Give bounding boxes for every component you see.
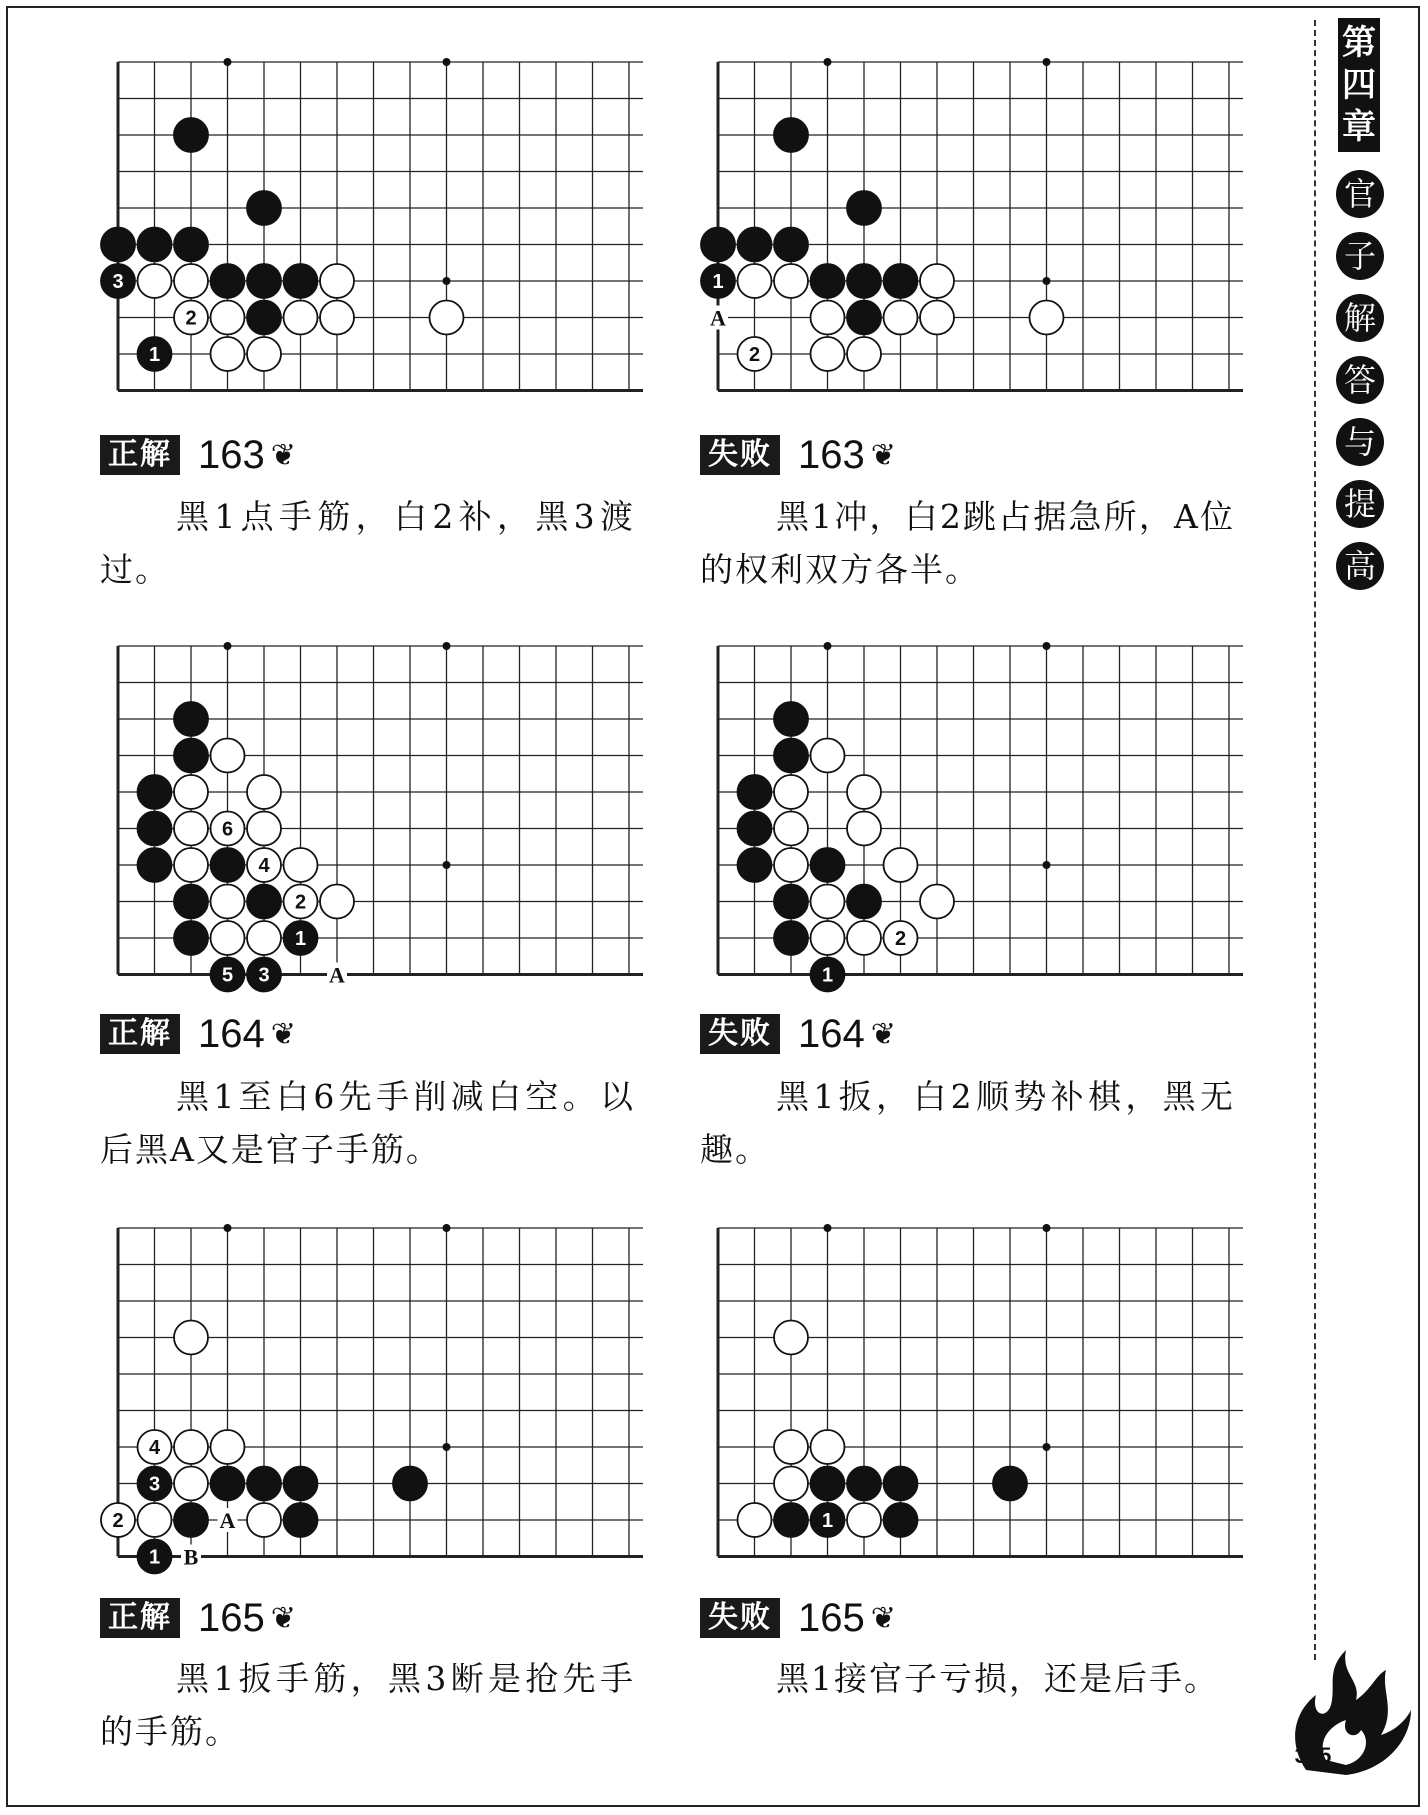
black-stone — [284, 264, 318, 298]
white-stone — [774, 848, 808, 882]
black-stone — [884, 264, 918, 298]
star-point — [824, 642, 832, 650]
star-point — [443, 1443, 451, 1451]
black-stone — [811, 1467, 845, 1501]
white-stone — [174, 812, 208, 846]
black-stone — [174, 702, 208, 736]
problem-caption — [700, 433, 896, 477]
white-stone — [247, 1503, 281, 1537]
black-stone — [738, 775, 772, 809]
black-stone — [884, 1503, 918, 1537]
white-stone — [920, 885, 954, 919]
black-stone — [738, 228, 772, 262]
white-stone — [920, 301, 954, 335]
explanation-text: 黑1至白6先手削减白空。以后黑A又是官子手筋。 — [100, 1077, 635, 1169]
white-stone — [211, 301, 245, 335]
stone-move-number: 4 — [148, 1437, 161, 1459]
white-stone — [920, 264, 954, 298]
star-point — [824, 58, 832, 66]
white-stone — [247, 775, 281, 809]
black-stone — [811, 958, 845, 992]
stone-move-number: 2 — [112, 1510, 124, 1532]
black-stone — [174, 118, 208, 152]
go-board — [700, 56, 1240, 447]
result-badge: 正解 — [100, 1014, 180, 1054]
problem-caption — [100, 433, 296, 477]
explanation-text: 黑1接官子亏损，还是后手。 — [776, 1659, 1219, 1698]
chapter-label — [1338, 18, 1380, 152]
star-point — [824, 1224, 832, 1232]
white-stone — [430, 301, 464, 335]
stone-move-number: 1 — [148, 1546, 161, 1569]
result-badge: 正解 — [100, 435, 180, 475]
white-stone — [320, 301, 354, 335]
black-stone — [811, 264, 845, 298]
stone-move-number: 2 — [894, 928, 907, 950]
problem-number: 163 — [798, 433, 865, 477]
stone-move-number: 2 — [185, 307, 197, 330]
white-stone — [1030, 301, 1064, 335]
black-stone — [393, 1467, 427, 1501]
black-stone — [138, 1540, 172, 1574]
black-stone — [774, 739, 808, 773]
white-stone — [138, 1430, 172, 1464]
stone-move-number: 1 — [294, 928, 307, 950]
white-stone — [174, 301, 208, 335]
white-stone — [284, 301, 318, 335]
result-badge: 失败 — [700, 435, 780, 475]
star-point — [1043, 861, 1051, 869]
result-badge: 失败 — [700, 1014, 780, 1054]
chapter-char: 第 — [1342, 23, 1376, 63]
white-stone — [811, 301, 845, 335]
black-stone — [138, 337, 172, 371]
stone-move-number: 4 — [258, 855, 270, 877]
stone-move-number: 1 — [712, 271, 724, 293]
black-stone — [993, 1467, 1027, 1501]
black-stone — [247, 191, 281, 225]
black-stone — [774, 702, 808, 736]
white-stone — [884, 848, 918, 882]
flourish-icon: ❦ — [870, 1016, 896, 1052]
black-stone — [174, 228, 208, 262]
white-stone — [247, 337, 281, 371]
title-char: 提 — [1336, 480, 1384, 528]
white-stone — [774, 812, 808, 846]
star-point — [443, 642, 451, 650]
explanation-text: 黑1冲，白2跳占据急所，A位的权利双方各半。 — [700, 497, 1235, 589]
board-letter-marker: B — [183, 1544, 199, 1570]
white-stone — [774, 775, 808, 809]
explanation-text: 黑1点手筋，白2补，黑3渡过。 — [100, 497, 635, 589]
sidebar-dashed-line — [1314, 20, 1316, 1660]
star-point — [1043, 1224, 1051, 1232]
white-stone — [811, 921, 845, 955]
white-stone — [811, 739, 845, 773]
white-stone — [174, 264, 208, 298]
white-stone — [847, 775, 881, 809]
black-stone — [811, 848, 845, 882]
star-point — [443, 1224, 451, 1232]
black-stone — [884, 1467, 918, 1501]
black-stone — [774, 921, 808, 955]
star-point — [1043, 1443, 1051, 1451]
black-stone — [101, 264, 135, 298]
stone-move-number: 2 — [294, 891, 307, 914]
white-stone — [774, 264, 808, 298]
black-stone — [174, 1503, 208, 1537]
black-stone — [774, 228, 808, 262]
problem-caption — [100, 1596, 296, 1640]
chapter-char: 四 — [1342, 65, 1376, 105]
flourish-icon: ❦ — [270, 1600, 296, 1636]
black-stone — [284, 1503, 318, 1537]
white-stone — [320, 264, 354, 298]
title-char: 子 — [1336, 232, 1384, 280]
white-stone — [884, 921, 918, 955]
problem-number: 165 — [798, 1596, 865, 1640]
white-stone — [320, 885, 354, 919]
go-board — [700, 640, 1240, 1031]
white-stone — [738, 337, 772, 371]
white-stone — [138, 1503, 172, 1537]
white-stone — [138, 264, 172, 298]
title-char: 高 — [1336, 542, 1384, 590]
problem-number: 164 — [198, 1012, 265, 1056]
black-stone — [774, 1503, 808, 1537]
white-stone — [211, 337, 245, 371]
white-stone — [247, 921, 281, 955]
white-stone — [174, 848, 208, 882]
chapter-char: 章 — [1342, 107, 1376, 147]
stone-move-number: 3 — [112, 271, 124, 293]
black-stone — [847, 264, 881, 298]
white-stone — [101, 1503, 135, 1537]
star-point — [224, 642, 232, 650]
white-stone — [174, 1467, 208, 1501]
star-point — [1043, 58, 1051, 66]
title-char: 官 — [1336, 170, 1384, 218]
black-stone — [774, 118, 808, 152]
star-point — [1043, 642, 1051, 650]
black-stone — [847, 301, 881, 335]
problem-number: 164 — [798, 1012, 865, 1056]
black-stone — [247, 885, 281, 919]
stone-move-number: 3 — [148, 1473, 161, 1496]
problem-caption — [700, 1012, 896, 1056]
white-stone — [247, 848, 281, 882]
problem-caption — [100, 1012, 296, 1056]
star-point — [224, 58, 232, 66]
black-stone — [138, 1467, 172, 1501]
white-stone — [847, 812, 881, 846]
black-stone — [174, 885, 208, 919]
black-stone — [138, 848, 172, 882]
go-board — [700, 1222, 1240, 1613]
white-stone — [884, 301, 918, 335]
star-point — [224, 1224, 232, 1232]
black-stone — [138, 812, 172, 846]
white-stone — [811, 337, 845, 371]
go-board — [100, 56, 640, 447]
white-stone — [211, 885, 245, 919]
black-stone — [247, 264, 281, 298]
black-stone — [101, 228, 135, 262]
board-letter-marker: A — [219, 1508, 236, 1533]
black-stone — [811, 1503, 845, 1537]
white-stone — [738, 1503, 772, 1537]
star-point — [1043, 277, 1051, 285]
white-stone — [174, 1430, 208, 1464]
explanation-text: 黑1扳手筋，黑3断是抢先手的手筋。 — [100, 1659, 635, 1751]
page-number: 345 — [1294, 1743, 1332, 1768]
flourish-icon: ❦ — [270, 437, 296, 473]
star-point — [443, 861, 451, 869]
problem-caption — [700, 1596, 896, 1640]
flourish-icon: ❦ — [270, 1016, 296, 1052]
black-stone — [284, 921, 318, 955]
stone-move-number: 6 — [221, 818, 234, 841]
white-stone — [774, 1321, 808, 1355]
white-stone — [211, 921, 245, 955]
white-stone — [174, 1321, 208, 1355]
stone-move-number: 1 — [148, 344, 161, 366]
black-stone — [174, 921, 208, 955]
result-badge: 正解 — [100, 1598, 180, 1638]
black-stone — [174, 739, 208, 773]
black-stone — [247, 301, 281, 335]
black-stone — [247, 1467, 281, 1501]
problem-number: 163 — [198, 433, 265, 477]
go-board — [100, 1222, 640, 1613]
black-stone — [138, 228, 172, 262]
problem-number: 165 — [198, 1596, 265, 1640]
title-char: 与 — [1336, 418, 1384, 466]
stone-move-number: 2 — [748, 344, 761, 366]
white-stone — [774, 1430, 808, 1464]
black-stone — [211, 264, 245, 298]
white-stone — [174, 775, 208, 809]
black-stone — [247, 958, 281, 992]
black-stone — [774, 885, 808, 919]
stone-move-number: 1 — [821, 964, 834, 987]
white-stone — [211, 1430, 245, 1464]
black-stone — [738, 812, 772, 846]
board-letter-marker: A — [710, 305, 726, 331]
black-stone — [138, 775, 172, 809]
go-board — [100, 640, 640, 1031]
white-stone — [847, 1503, 881, 1537]
star-point — [443, 58, 451, 66]
white-stone — [847, 337, 881, 371]
flourish-icon: ❦ — [870, 1600, 896, 1636]
black-stone — [284, 1467, 318, 1501]
black-stone — [701, 264, 735, 298]
board-letter-marker: A — [329, 962, 345, 988]
black-stone — [211, 848, 245, 882]
result-badge: 失败 — [700, 1598, 780, 1638]
flourish-icon: ❦ — [870, 437, 896, 473]
white-stone — [211, 812, 245, 846]
stone-move-number: 1 — [821, 1510, 834, 1532]
white-stone — [738, 264, 772, 298]
white-stone — [284, 885, 318, 919]
black-stone — [847, 1467, 881, 1501]
white-stone — [811, 885, 845, 919]
explanation-text: 黑1扳，白2顺势补棋，黑无趣。 — [700, 1077, 1235, 1169]
black-stone — [211, 1467, 245, 1501]
black-stone — [847, 191, 881, 225]
white-stone — [284, 848, 318, 882]
white-stone — [774, 1467, 808, 1501]
white-stone — [247, 812, 281, 846]
title-char: 答 — [1336, 356, 1384, 404]
title-char: 解 — [1336, 294, 1384, 342]
star-point — [443, 277, 451, 285]
stone-move-number: 3 — [258, 964, 270, 987]
white-stone — [211, 739, 245, 773]
white-stone — [811, 1430, 845, 1464]
black-stone — [701, 228, 735, 262]
black-stone — [738, 848, 772, 882]
black-stone — [211, 958, 245, 992]
stone-move-number: 5 — [221, 964, 234, 987]
black-stone — [847, 885, 881, 919]
white-stone — [847, 921, 881, 955]
